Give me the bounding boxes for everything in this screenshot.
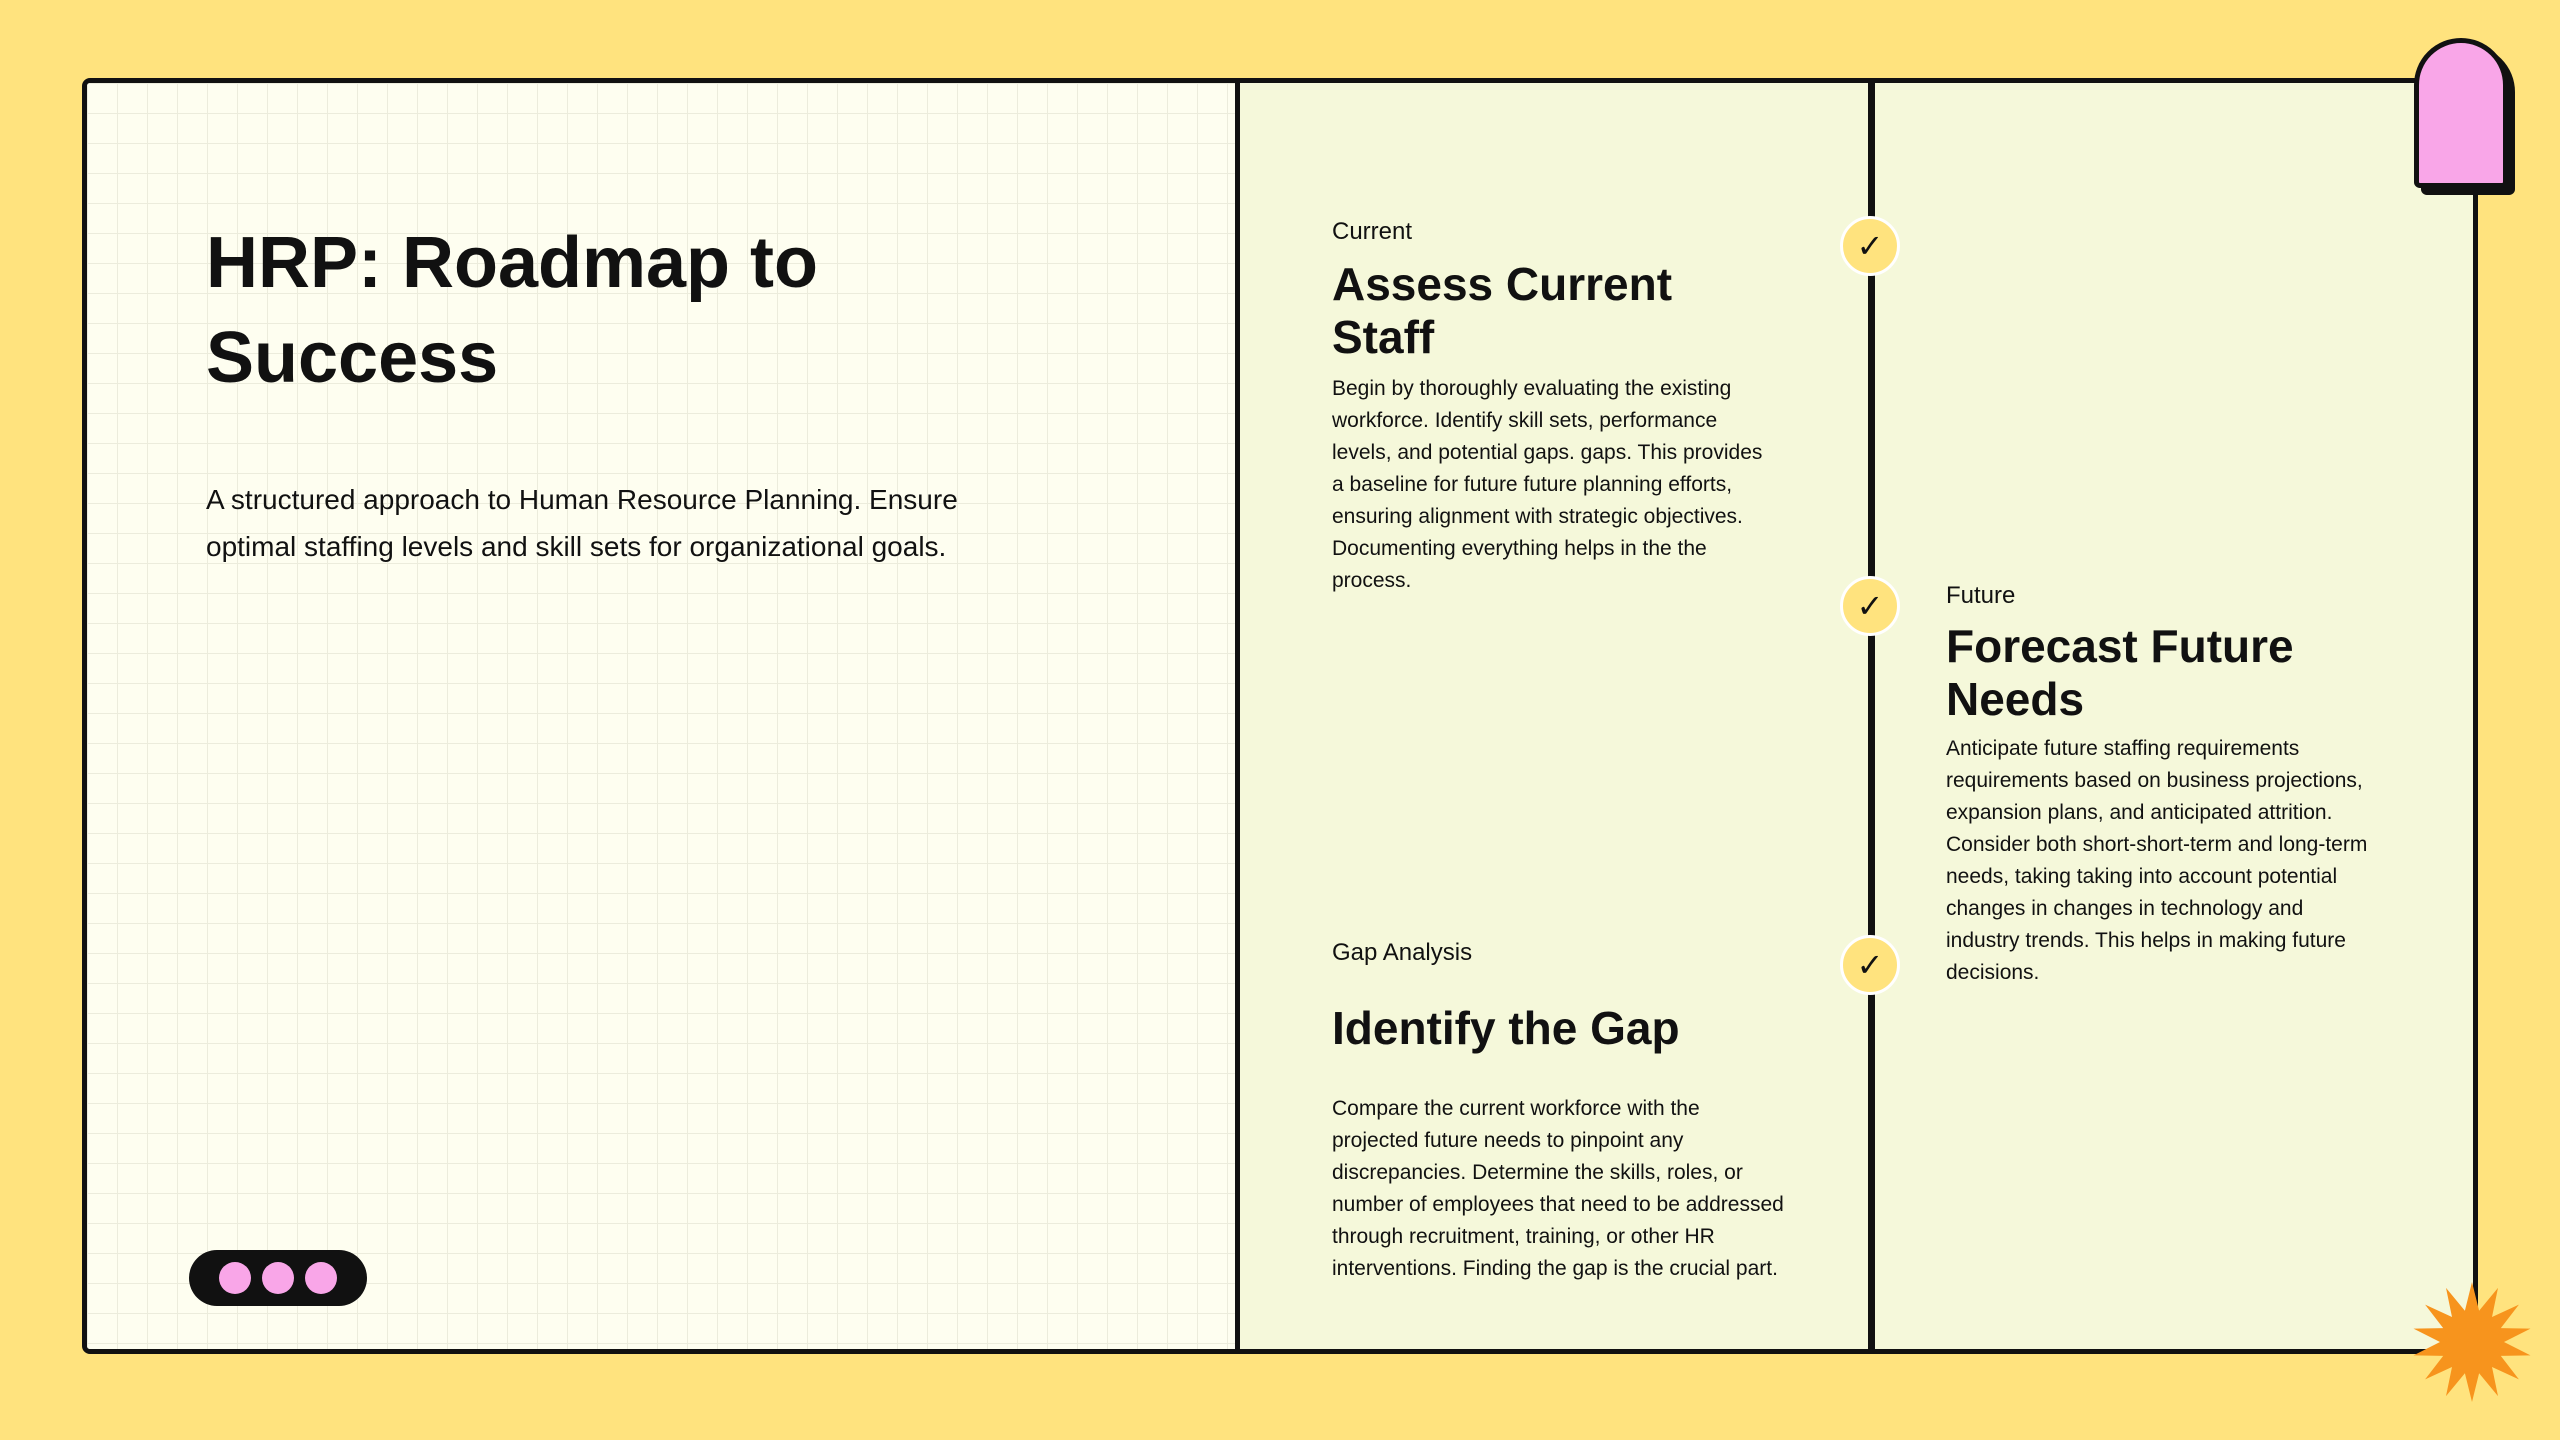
slide-frame: [82, 78, 2478, 1354]
arch-shape: [2414, 38, 2508, 188]
check-icon: ✓: [1840, 935, 1900, 995]
timeline-tag-current: Current: [1332, 218, 1413, 245]
timeline-desc-forecast: Anticipate future staffing requirements requirements based on business projections, expansion plans, and anticipated attrition. Consider both short-short-term and long-term needs, taking taking into account potential changes in changes in technology and industry trends. This helps in making future decisions.: [1946, 737, 2368, 984]
timeline-desc-identify: Compare the current workforce with the projected future needs to pinpoint any discrepancies. Determine the skills, roles, or number of employees that need to be addressed through recruitment, training, or other HR interventions. Finding the gap is the crucial part.: [1332, 1097, 1784, 1280]
timeline-heading-forecast: Forecast Future Needs: [1946, 620, 2294, 725]
timeline-heading-assess: Assess Current Staff: [1332, 258, 1673, 363]
dot: [219, 1262, 251, 1294]
check-icon: ✓: [1840, 216, 1900, 276]
slide-title: HRP: Roadmap to Success: [206, 223, 818, 398]
check-icon: ✓: [1840, 576, 1900, 636]
dot: [262, 1262, 294, 1294]
slide-subtitle: A structured approach to Human Resource Planning. Ensure optimal staffing levels and skill sets for organizational goals.: [206, 484, 958, 562]
dot: [305, 1262, 337, 1294]
timeline-tag-future: Future: [1946, 582, 2016, 609]
timeline-tag-gap-analysis: Gap Analysis: [1332, 939, 1473, 966]
left-panel: [87, 83, 1235, 1349]
three-dots-icon: [189, 1250, 367, 1306]
timeline-desc-assess: Begin by thoroughly evaluating the existing workforce. Identify skill sets, performance levels, and potential gaps. gaps. This provides a baseline for future future planning efforts, ensuring alignment with strategic objectives. Documenting everything helps in the the process.: [1332, 377, 1763, 592]
timeline-heading-identify: Identify the Gap: [1332, 1002, 1680, 1054]
starburst-icon: [2410, 1280, 2534, 1404]
